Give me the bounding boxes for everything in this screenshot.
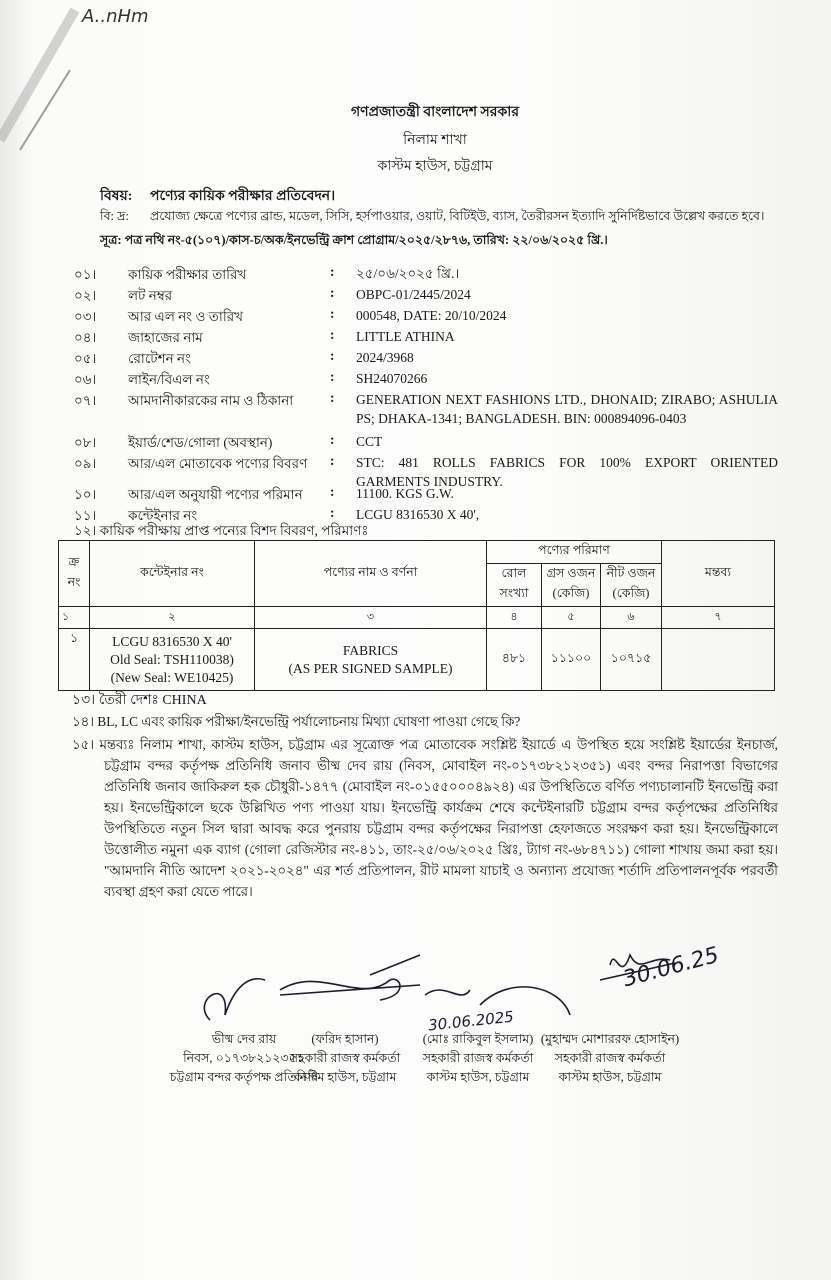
- item-value: OBPC-01/2445/2024: [356, 287, 471, 302]
- item-number: ০৩।: [74, 309, 97, 324]
- handwritten-note: A..nHm: [82, 6, 149, 27]
- signatory-designation: সহকারী রাজস্ব কর্মকর্তা: [554, 1051, 666, 1065]
- th-rolls: রোল সংখ্যা: [487, 564, 542, 607]
- office-name: কাস্টম হাউস, চট্টগ্রাম: [377, 159, 493, 174]
- signatory-designation: সহকারী রাজস্ব কর্মকর্তা: [422, 1051, 534, 1065]
- item-number: ০১।: [74, 267, 97, 282]
- item-value: SH24070266: [356, 371, 428, 386]
- item-value: ২৫/০৬/২০২৫ খ্রি.।: [356, 266, 460, 281]
- th-net: নীট ওজন (কেজি): [601, 564, 662, 607]
- th-quantity: পণ্যের পরিমাণ: [487, 541, 662, 564]
- signatory-designation: নিবস, ০১৭৩৮২১২৩৫১: [183, 1051, 305, 1065]
- reference-line: সূত্র: পত্র নথি নং-৫(১০৭)/কাস-চ/অক/ইনভেন্ট্রি ক্রাশ প্রোগ্রাম/২০২৫/২৮৭৬, তারিখ: ২২/০৬/২০২৫ খ্রি.।: [100, 233, 608, 247]
- item-label: জাহাজের নাম: [128, 330, 203, 345]
- colon: :: [330, 306, 335, 321]
- signatory-office: কাস্টম হাউস, চট্টগ্রাম: [293, 1070, 397, 1084]
- table-row: [59, 629, 775, 691]
- item-label: কন্টেইনার নং: [128, 508, 198, 523]
- item-14-question: ১৪। BL, LC এবং কায়িক পরীক্ষা/ইনভেন্ট্রি পর্যালোচনায় মিথ্যা ঘোষণা পাওয়া গেছে কি?: [72, 714, 521, 729]
- cell-rolls: ৪৮১: [487, 629, 542, 691]
- item-number: ০৬।: [74, 372, 97, 387]
- note-text: প্রযোজ্য ক্ষেত্রে পণ্যের ব্রান্ড, মডেল, সিসি, হর্সপাওয়ার, ওয়াট, বিটিইউ, ব্যাস, তৈরীরসন ইত্যাদি সুনির্দিষ্টভাবে উল্লেখ করতে হবে।: [150, 209, 765, 223]
- goods-name: FABRICS: [342, 642, 399, 658]
- item-label: আমদানীকারকের নাম ও ঠিকানা: [128, 393, 294, 408]
- column-number: ৫: [542, 607, 601, 629]
- column-number: ৬: [601, 607, 662, 629]
- note-label: বি: দ্র:: [100, 209, 129, 223]
- new-seal: (New Seal: WE10425): [110, 669, 234, 685]
- item-number: ১১।: [74, 508, 97, 523]
- item-number: ১০।: [74, 487, 97, 502]
- item-12-heading: ১২। কায়িক পরীক্ষায় প্রাপ্ত পন্যের বিশদ বিবরণ, পরিমাণঃ: [74, 523, 369, 538]
- inspection-table: [58, 540, 775, 691]
- signatory-office: কাস্টম হাউস, চট্টগ্রাম: [426, 1070, 530, 1084]
- signatory-name: (মুহাম্মদ মোশাররফ হোসাইন): [540, 1032, 680, 1046]
- colon: :: [330, 453, 335, 468]
- signatory-name: ভীষ্ম দেব রায়: [211, 1032, 277, 1046]
- subject-text: পণ্যের কায়িক পরীক্ষার প্রতিবেদন।: [150, 189, 336, 204]
- handwritten-date-1: 30.06.2025: [427, 1007, 515, 1035]
- container-number: LCGU 8316530 X 40': [112, 633, 232, 649]
- cell-remarks: [662, 629, 775, 691]
- cell-gross: ১১১০০: [542, 629, 601, 691]
- subject-label: বিষয়:: [100, 189, 133, 204]
- th-remarks: মন্তব্য: [662, 541, 775, 607]
- colon: :: [330, 369, 335, 384]
- colon: :: [330, 327, 335, 342]
- signatory-office: কাস্টম হাউস, চট্টগ্রাম: [558, 1070, 662, 1084]
- goods-desc: (AS PER SIGNED SAMPLE): [288, 660, 453, 676]
- colon: :: [330, 432, 335, 447]
- item-number: ০৪।: [74, 330, 97, 345]
- signatory-name: (ফরিদ হাসান): [311, 1032, 379, 1046]
- item-label: লট নম্বর: [128, 288, 173, 303]
- item-number: ০২।: [74, 288, 97, 303]
- item-label: লাইন/বিএল নং: [128, 372, 210, 387]
- item-value: CCT: [356, 434, 383, 449]
- column-number-row: [59, 607, 775, 629]
- colon: :: [330, 390, 335, 405]
- item-number: ০৫।: [74, 351, 97, 366]
- remarks-text: ১৫। মন্তব্যঃ নিলাম শাখা, কাস্টম হাউস, চট্টগ্রাম এর সূত্রোক্ত পত্র মোতাবেক সংশ্লিষ্ট ইয়ার্ডে এ উপস্থিত হয়ে সংশ্লিষ্ট ইয়ার্ডের ইনচার্জ, চট্টগ্রাম বন্দর কর্তৃপক্ষ প্রতিনিধি জনাব ভীষ্ম দেব রায় (নিবস, মোবাইল নং-০১৭৩৮২১২৩৫১) এবং বন্দর নিরাপত্তা বিভাগের প্রতিনিধি জনাব জাকিরুল হক চৌধুরী-১৪৭৭ (মোবাইল নং-০১৫৫০০০৪৯২৪) এর উপস্থিতিতে বর্ণিত পণ্যচালানটি ইনভেন্ট্রি করা হয়। ইনভেন্ট্রিকালে ছকে উল্লিখিত পণ্য পাওয়া যায়। ইনভেন্ট্রি কার্যক্রম শেষে কন্টেইনারটি চট্টগ্রাম বন্দর কর্তৃপক্ষের প্রতিনিধির উপস্থিতিতে নতুন সিল দ্বারা আবদ্ধ করে পুনরায় চট্টগ্রাম বন্দর কর্তৃপক্ষের নিরাপত্তা হেফাজতে সংরক্ষণ করা হয়। ইনভেন্ট্রিকালে উত্তোলীত নমুনা এক ব্যাগ (গোলা রেজিস্টার নং-৪১১, তাং-২৫/০৬/২০২৫ খ্রিঃ, ট্যাগ নং-৬৮৪৭১১) গোলা শাখায় জমা করা হয়। "আমদানি নীতি আদেশ ২০২১-২০২৪" এর শর্ত প্রতিপালন, রীট মামলা যাচাই ও অন্যান্য প্রযোজ্য শর্তাদি প্রতিপালনপূর্বক পরবর্তী ব্যবস্থা গ্রহণ করা যেতে পারে।: [72, 737, 778, 899]
- section-name: নিলাম শাখা: [403, 133, 467, 148]
- item-value: LITTLE ATHINA: [356, 329, 455, 344]
- column-number: ৭: [662, 607, 775, 629]
- item-number: ০৯।: [74, 456, 97, 471]
- column-number: ১: [59, 607, 90, 629]
- column-number: ৪: [487, 607, 542, 629]
- item-label: রোটেশন নং: [128, 351, 191, 366]
- item-label: কায়িক পরীক্ষার তারিখ: [128, 267, 247, 282]
- colon: :: [330, 348, 335, 363]
- item-label: আর এল নং ও তারিখ: [128, 309, 244, 324]
- cell-container: [90, 629, 255, 691]
- signatory-name: (মোঃ রাকিবুল ইসলাম): [422, 1032, 534, 1046]
- signatory-designation: সহকারী রাজস্ব কর্মকর্তা: [289, 1051, 401, 1065]
- item-15-remarks: [72, 734, 778, 902]
- item-value: STC: 481 ROLLS FABRICS FOR 100% EXPORT ORIENTED GARMENTS INDUSTRY.: [356, 455, 778, 489]
- item-value: 2024/3968: [356, 350, 414, 365]
- item-value: 000548, DATE: 20/10/2024: [356, 308, 507, 323]
- cell-serial: ১: [59, 629, 90, 691]
- item-label: আর/এল অনুযায়ী পণ্যের পরিমান: [128, 487, 303, 502]
- th-gross: গ্রস ওজন (কেজি): [542, 564, 601, 607]
- item-number: ০৮।: [74, 435, 97, 450]
- th-serial: ক্র নং: [59, 541, 90, 607]
- item-value: 11100. KGS G.W.: [356, 486, 454, 501]
- column-number: ২: [90, 607, 255, 629]
- item-number: ০৭।: [74, 393, 97, 408]
- cell-goods: [255, 629, 487, 691]
- colon: :: [330, 505, 335, 520]
- colon: :: [330, 484, 335, 499]
- item-value: LCGU 8316530 X 40',: [356, 507, 480, 522]
- item-label: আর/এল মোতাবেক পণ্যের বিবরণ: [128, 456, 308, 471]
- item-label: ইয়ার্ড/শেড/গোলা (অবস্থান): [128, 435, 273, 450]
- item-value: GENERATION NEXT FASHIONS LTD., DHONAID; ZIRABO; ASHULIA PS; DHAKA-1341; BANGLADESH. BIN: 000894096-0403: [356, 392, 778, 426]
- cell-net: ১০৭১৫: [601, 629, 662, 691]
- signatory-office: চট্টগ্রাম বন্দর কর্তৃপক্ষ প্রতিনিধি: [169, 1070, 319, 1084]
- old-seal: Old Seal: TSH110038): [110, 651, 234, 667]
- handwritten-date-2: 30.06.25: [620, 942, 722, 993]
- th-container: কন্টেইনার নং: [90, 541, 255, 607]
- signatory: [530, 1030, 690, 1087]
- th-goods: পণ্যের নাম ও বর্ণনা: [255, 541, 487, 607]
- colon: :: [330, 285, 335, 300]
- colon: :: [330, 264, 335, 279]
- govt-title: গণপ্রজাতন্ত্রী বাংলাদেশ সরকার: [350, 105, 520, 120]
- item-13-origin: ১৩। তৈরী দেশঃ CHINA: [72, 693, 207, 708]
- column-number: ৩: [255, 607, 487, 629]
